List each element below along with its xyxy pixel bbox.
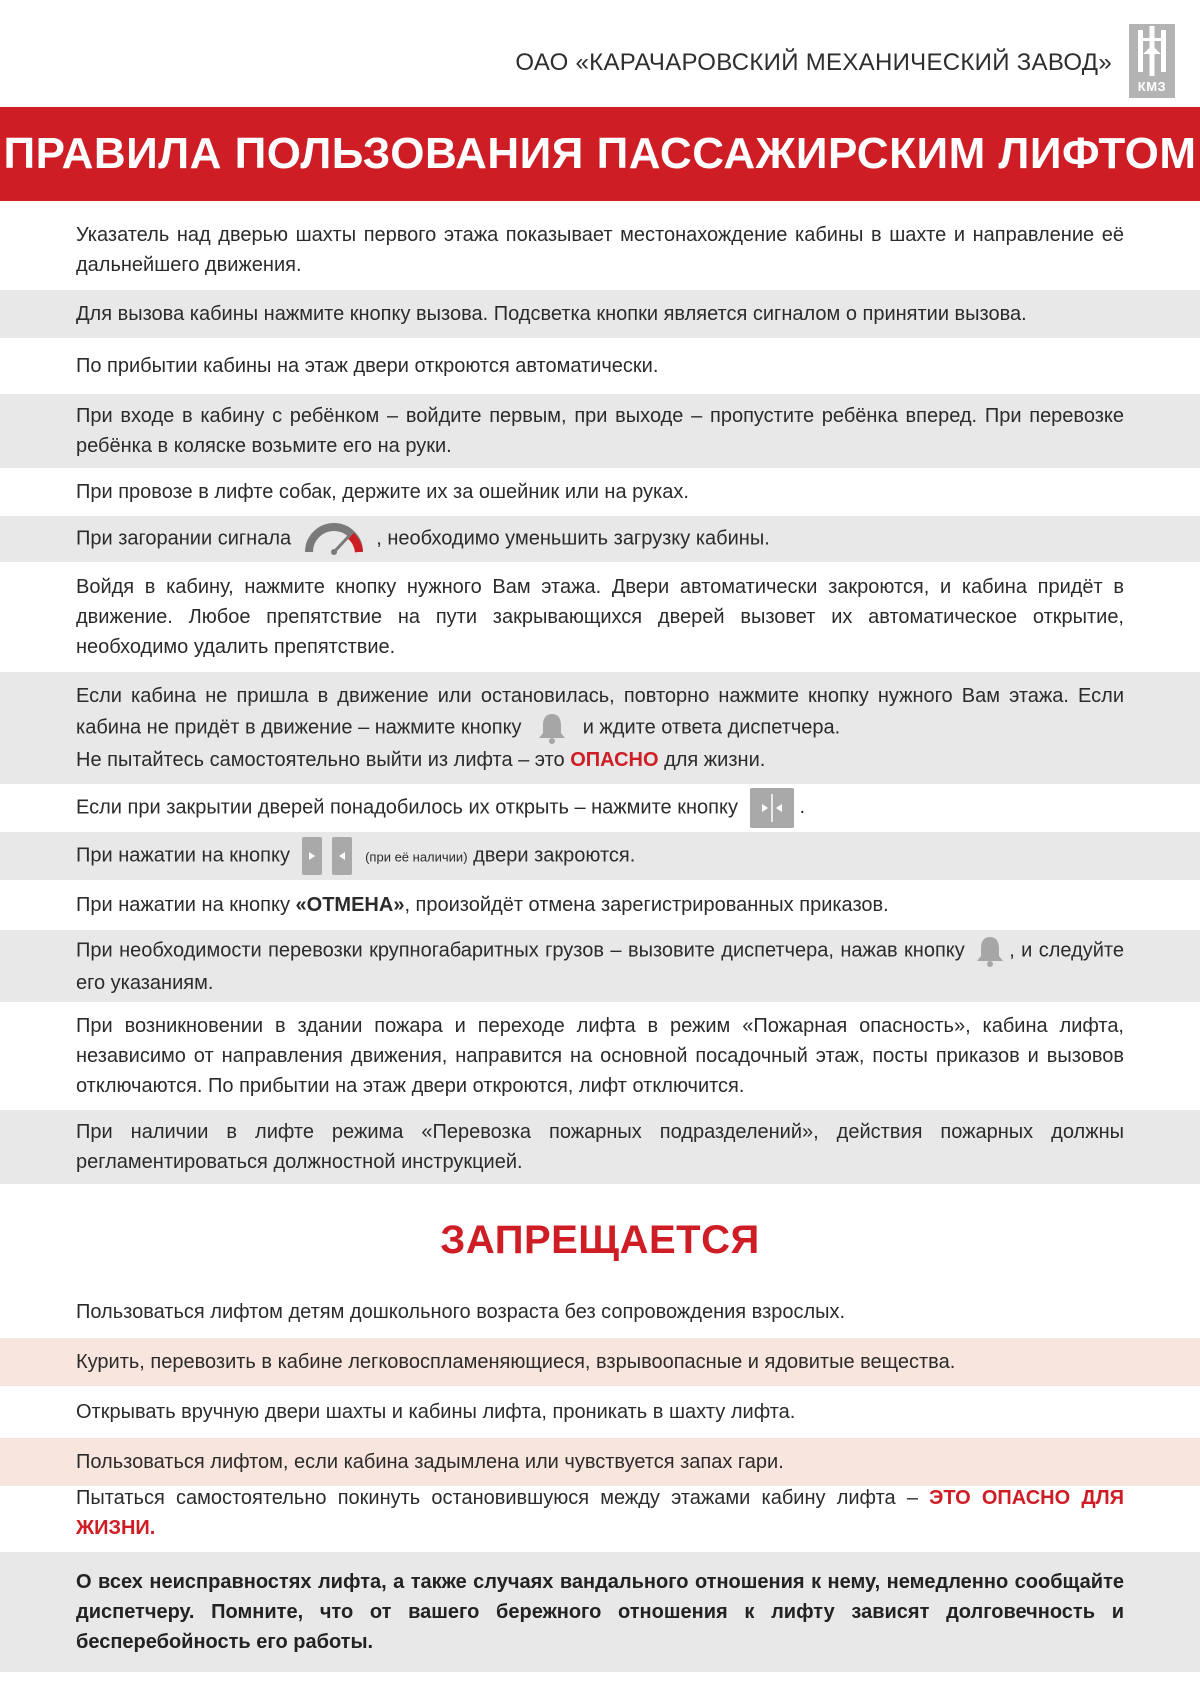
rule-item — [0, 880, 1200, 930]
rule-text: По прибытии кабины на этаж двери откроются автоматически. — [76, 355, 659, 377]
danger-label: ЭТО ОПАСНО ДЛЯ ЖИЗНИ. — [76, 1487, 1125, 1539]
footer-notice — [0, 1552, 1200, 1672]
kmz-logo — [1129, 24, 1175, 98]
rule-item — [0, 1110, 1200, 1184]
cancel-label: «ОТМЕНА» — [295, 894, 405, 916]
logo-text: КМЗ — [1137, 79, 1167, 94]
rule-item — [0, 516, 1200, 562]
rule-text: При входе в кабину с ребёнком – войдите первым, при выходе – пропустите ребёнка вперед. При перевозке ребёнка в коляске возьмите его на руки. — [76, 405, 1124, 457]
rule-text — [76, 788, 1124, 828]
rule-text-part: Если при закрытии дверей понадобилось их открыть – нажмите кнопку — [76, 796, 738, 819]
forbidden-text-part: Пытаться самостоятельно покинуть остановившуюся между этажами кабину лифта – — [76, 1487, 918, 1509]
rule-text-part: Не пытайтесь самостоятельно выйти из лифта – это — [76, 749, 565, 771]
rule-text: При наличии в лифте режима «Перевозка пожарных подразделений», действия пожарных должны регламентироваться должностной инструкцией. — [76, 1121, 1124, 1173]
rule-text — [76, 837, 1124, 875]
rule-text-part: При загорании сигнала — [76, 527, 292, 550]
rule-text-part: , произойдёт отмена зарегистрированных приказов. — [404, 894, 889, 916]
page-title: ПРАВИЛА ПОЛЬЗОВАНИЯ ПАССАЖИРСКИМ ЛИФТОМ — [3, 129, 1197, 178]
doors-open-icon — [750, 788, 794, 828]
forbidden-item — [0, 1486, 1200, 1540]
rule-text-part: , и следуйте его указаниям. — [76, 939, 1124, 994]
rule-text-part: для жизни. — [664, 749, 766, 771]
doors-close-icon — [332, 837, 352, 875]
rule-text-part: При необходимости перевозки крупногабаритных грузов – вызовите диспетчера, нажав кнопку — [76, 939, 965, 962]
title-banner — [0, 107, 1200, 201]
rule-text-part: Если кабина не пришла в движение или остановилась, повторно нажмите кнопку нужного Вам этажа. Если кабина не придёт в движение – нажмите кнопку — [76, 685, 1124, 739]
footer-text: О всех неисправностях лифта, а также случаях вандального отношения к нему, немедленно сообщайте диспетчеру. Помните, что от вашего бережного отношения к лифту зависят долговечность и бесперебойность его работы. — [76, 1571, 1124, 1653]
rule-text — [76, 934, 1124, 998]
rule-text-part: . — [799, 796, 806, 819]
forbidden-text: Открывать вручную двери шахты и кабины лифта, проникать в шахту лифта. — [76, 1401, 796, 1423]
rule-text-part: При нажатии на кнопку — [76, 844, 290, 867]
rule-text — [76, 522, 1124, 556]
doors-close-icon — [302, 837, 322, 875]
overload-gauge-icon — [301, 522, 367, 556]
rule-item — [0, 784, 1200, 832]
rule-item — [0, 338, 1200, 394]
forbidden-item — [0, 1438, 1200, 1486]
kmz-logo-icon — [1132, 24, 1172, 78]
rule-text — [76, 890, 1124, 920]
rule-text-part: и ждите ответа диспетчера. — [582, 716, 841, 739]
rule-item — [0, 290, 1200, 338]
rule-text — [76, 681, 1124, 775]
forbidden-text: Пользоваться лифтом детям дошкольного возраста без сопровождения взрослых. — [76, 1301, 846, 1323]
forbidden-item — [0, 1338, 1200, 1386]
forbidden-text: Пользоваться лифтом, если кабина задымлена или чувствуется запах гари. — [76, 1451, 784, 1473]
rule-item — [0, 832, 1200, 880]
rule-text-part: , необходимо уменьшить загрузку кабины. — [376, 527, 770, 550]
rule-note: (при её наличии) — [365, 849, 468, 865]
forbidden-title: ЗАПРЕЩАЕТСЯ — [440, 1218, 760, 1262]
rule-text: Для вызова кабины нажмите кнопку вызова. Подсветка кнопки является сигналом о принятии вызова. — [76, 303, 1027, 325]
rule-item — [0, 930, 1200, 1002]
rule-item — [0, 210, 1200, 290]
forbidden-text — [76, 1483, 1124, 1543]
forbidden-item — [0, 1286, 1200, 1338]
rule-text: Войдя в кабину, нажмите кнопку нужного Вам этажа. Двери автоматически закроются, и кабина придёт в движение. Любое препятствие на пути закрывающихся дверей вызовет их автоматическое открытие, необходимо удалить препятствие. — [76, 576, 1124, 658]
bell-icon — [535, 711, 569, 745]
rule-text: При провозе в лифте собак, держите их за ошейник или на руках. — [76, 481, 689, 503]
rule-text: При возникновении в здании пожара и переходе лифта в режим «Пожарная опасность», кабина лифта, независимо от направления движения, направится на основной посадочный этаж, посты приказов и вызовов отключаются. По прибытии на этаж двери откроются, лифт отключится. — [76, 1015, 1124, 1097]
forbidden-item — [0, 1386, 1200, 1438]
rule-item — [0, 468, 1200, 516]
danger-label: ОПАСНО — [570, 749, 659, 771]
rule-item — [0, 1002, 1200, 1110]
rule-item — [0, 672, 1200, 784]
rule-item — [0, 394, 1200, 468]
rule-item — [0, 562, 1200, 672]
forbidden-text: Курить, перевозить в кабине легковоспламеняющиеся, взрывоопасные и ядовитые вещества. — [76, 1351, 956, 1373]
rule-text-part: При нажатии на кнопку — [76, 894, 290, 916]
company-name: ОАО «КАРАЧАРОВСКИЙ МЕХАНИЧЕСКИЙ ЗАВОД» — [515, 49, 1112, 76]
rule-text-part: двери закроются. — [473, 844, 636, 867]
bell-icon — [973, 934, 1007, 968]
rule-text: Указатель над дверью шахты первого этажа показывает местонахождение кабины в шахте и направление её дальнейшего движения. — [76, 224, 1124, 276]
